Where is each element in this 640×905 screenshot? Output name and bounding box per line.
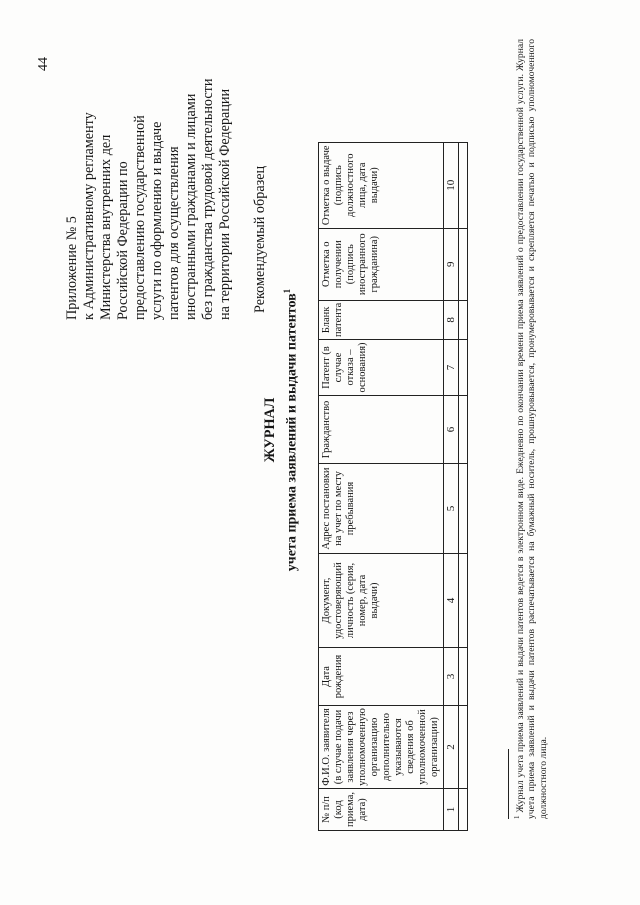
- column-number-cell: 3: [444, 648, 459, 706]
- journal-subtitle: [279, 245, 301, 615]
- column-number-cell: 2: [444, 706, 459, 789]
- footnote-divider: [508, 749, 509, 819]
- header-cell-number: № п/п (код приема, дата): [319, 789, 444, 831]
- column-number-cell: 4: [444, 554, 459, 648]
- header-cell-issue-mark: Отметка о выдаче (подпись должностного лица, дата выдачи): [319, 142, 444, 228]
- appendix-line: без гражданства трудовой деятельности: [200, 78, 216, 320]
- column-number-cell: 6: [444, 396, 459, 464]
- appendix-line: предоставлению государственной: [132, 115, 148, 320]
- column-number-cell: 8: [444, 300, 459, 339]
- column-number-cell: 7: [444, 340, 459, 396]
- empty-cell: [459, 228, 468, 300]
- column-number-cell: 5: [444, 464, 459, 554]
- footnote-mark: 1: [513, 815, 521, 819]
- appendix-line: на территории Российской Федерации: [217, 88, 233, 320]
- header-cell-patent-form: Бланк патента: [319, 300, 444, 339]
- empty-cell: [459, 142, 468, 228]
- column-number-cell: 1: [444, 789, 459, 831]
- empty-cell: [459, 789, 468, 831]
- appendix-line: Российской Федерации по: [115, 161, 131, 320]
- appendix-line: патентов для осуществления: [166, 146, 182, 320]
- appendix-line: к Административному регламенту: [81, 112, 97, 320]
- header-cell-receipt-mark: Отметка о получении (подпись иностранного гражданина): [319, 228, 444, 300]
- column-number-cell: 9: [444, 228, 459, 300]
- footnote-text: Журнал учета приема заявлений и выдачи патентов ведется в электронном виде. Ежедневно по окончании времени приема заявлений о предоставлении государственной услуги. Журнал учета приема заявлений и выдачи патентов распечатывается на бумажный носитель, прошнуровывается, пронумеровывается и скрепляется печатью и подписью уполномоченного должностного лица.: [515, 39, 549, 819]
- empty-cell: [459, 706, 468, 789]
- appendix-header: [64, 20, 234, 320]
- header-cell-address: Адрес постановки на учет по месту пребывания: [319, 464, 444, 554]
- header-cell-applicant: Ф.И.О. заявителя (в случае подачи заявления через уполномоченную организацию дополнительно указываются сведения об уполномоченной организации): [319, 706, 444, 789]
- table-number-row: [444, 142, 459, 830]
- journal-subtitle-text: учета приема заявлений и выдачи патентов: [284, 293, 300, 572]
- journal-table: [318, 142, 468, 831]
- appendix-line: иностранными гражданами и лицами: [183, 93, 199, 320]
- table-empty-row: [459, 142, 468, 830]
- empty-cell: [459, 396, 468, 464]
- column-number-cell: 10: [444, 142, 459, 228]
- empty-cell: [459, 340, 468, 396]
- appendix-line: услуги по оформлению и выдаче: [149, 121, 165, 320]
- header-cell-birthdate: Дата рождения: [319, 648, 444, 706]
- empty-cell: [459, 464, 468, 554]
- empty-cell: [459, 554, 468, 648]
- appendix-line: Приложение № 5: [64, 216, 80, 320]
- page-number: 44: [36, 57, 51, 71]
- empty-cell: [459, 300, 468, 339]
- journal-title: ЖУРНАЛ: [262, 397, 278, 463]
- table-header-row: [319, 142, 444, 830]
- header-cell-citizenship: Гражданство: [319, 396, 444, 464]
- journal-footnote-mark: 1: [282, 288, 292, 294]
- header-cell-patent: Патент (в случае отказа – основания): [319, 340, 444, 396]
- header-cell-identity-document: Документ, удостоверяющий личность (серия, номер, дата выдачи): [319, 554, 444, 648]
- empty-cell: [459, 648, 468, 706]
- journal-title-block: [262, 245, 301, 615]
- appendix-line: Министерства внутренних дел: [98, 134, 114, 320]
- footnote: [512, 39, 549, 819]
- recommended-sample-label: Рекомендуемый образец: [252, 165, 268, 313]
